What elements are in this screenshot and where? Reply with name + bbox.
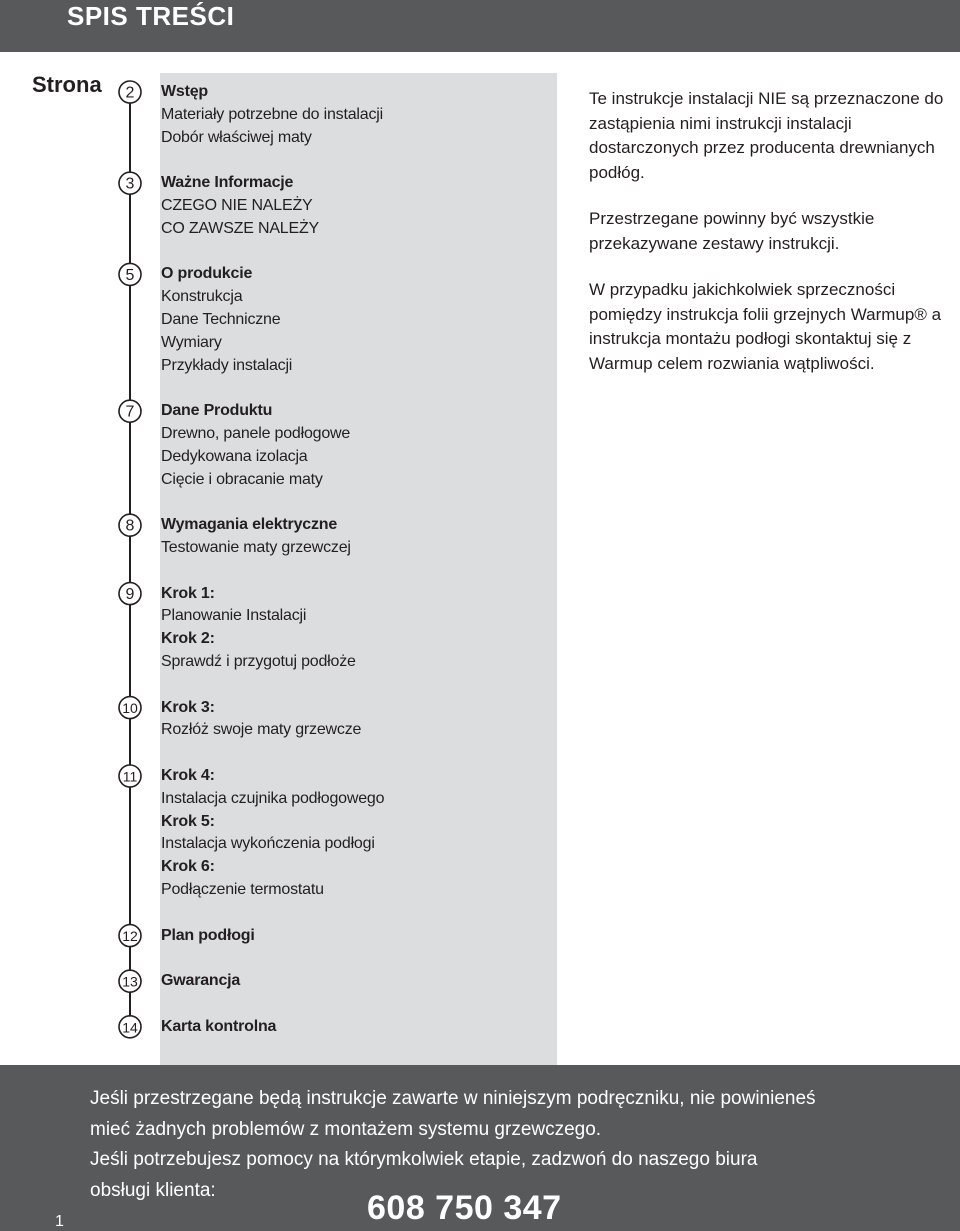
toc-subitem: Cięcie i obracanie maty <box>161 470 323 488</box>
page-number: 1 <box>55 1213 64 1230</box>
info-paragraph: Te instrukcje instalacji NIE są przeznaczone do zastąpienia nimi instrukcji instalacji dostarczonych przez producenta drewnianych podłóg. <box>589 89 944 182</box>
toc-heading: Krok 4: <box>161 767 215 784</box>
toc-heading: Ważne Informacje <box>161 174 294 192</box>
toc-subitem: Podłączenie termostatu <box>161 881 324 898</box>
footer-line: Jeśli potrzebujesz pomocy na którymkolwiek etapie, zadzwoń do naszego biura <box>90 1149 758 1170</box>
toc-subitem: Planowanie Instalacji <box>161 607 307 625</box>
toc-subitem: CO ZAWSZE NALEŻY <box>161 219 320 237</box>
toc-heading: Wstęp <box>161 83 209 100</box>
info-column <box>589 87 949 398</box>
toc-heading: Krok 6: <box>161 858 215 876</box>
toc-heading: Plan podłogi <box>161 926 255 944</box>
toc-subitem: Rozłóż swoje maty grzewcze <box>161 721 362 739</box>
toc-subitem: Instalacja wykończenia podłogi <box>161 835 375 853</box>
page-number-label: 5 <box>125 266 135 284</box>
page-number-label: 9 <box>125 586 135 604</box>
page-number-label: 14 <box>122 1019 138 1036</box>
footer-text <box>90 1084 890 1206</box>
toc-heading: Krok 2: <box>161 630 215 648</box>
toc-subitem: CZEGO NIE NALEŻY <box>161 197 313 214</box>
toc-subitem: Dane Techniczne <box>161 311 281 328</box>
footer-line: mieć żadnych problemów z montażem systemu grzewczego. <box>90 1118 602 1140</box>
strona-label: Strona <box>32 72 102 97</box>
phone-number: 608 750 347 <box>367 1189 562 1227</box>
toc-subitem: Sprawdź i przygotuj podłoże <box>161 653 356 670</box>
page-number-label: 13 <box>122 973 138 990</box>
toc-heading: Krok 5: <box>161 812 215 830</box>
page-title: SPIS TREŚCI <box>67 1 235 31</box>
page-number-label: 11 <box>122 768 138 785</box>
info-paragraph: Przestrzegane powinny być wszystkie przekazywane zestawy instrukcji. <box>589 209 875 253</box>
toc-subitem: Konstrukcja <box>161 288 243 306</box>
toc-heading: Gwarancja <box>161 972 241 990</box>
page-number-label: 8 <box>125 517 135 535</box>
footer-line: Jeśli przestrzegane będą instrukcje zawarte w niniejszym podręczniku, nie powinieneś <box>90 1088 816 1109</box>
footer-line: obsługi klienta: <box>90 1179 216 1201</box>
toc-subitem: Testowanie maty grzewczej <box>161 539 351 556</box>
toc-subitem: Materiały potrzebne do instalacji <box>161 105 383 123</box>
page-number-label: 7 <box>125 403 135 421</box>
page-number-label: 2 <box>125 84 135 102</box>
toc-subitem: Drewno, panele podłogowe <box>161 425 351 442</box>
page-number-label: 12 <box>122 928 138 945</box>
toc-heading: Krok 3: <box>161 698 215 716</box>
toc-heading: Karta kontrolna <box>161 1017 277 1035</box>
toc-subitem: Dobór właściwej maty <box>161 128 312 146</box>
toc-subitem: Przykłady instalacji <box>161 356 293 374</box>
footer-bar <box>0 1065 960 1231</box>
toc-heading: Wymagania elektryczne <box>161 516 338 534</box>
toc-subitem: Instalacja czujnika podłogowego <box>161 789 385 807</box>
page-number-label: 10 <box>122 700 138 717</box>
info-paragraph: W przypadku jakichkolwiek sprzeczności pomiędzy instrukcja folii grzejnych Warmup® a instrukcja montażu podłogi skontaktuj się z Warmup celem rozwiania wątpliwości. <box>589 280 942 373</box>
page-number-label: 3 <box>125 175 135 193</box>
toc-heading: Dane Produktu <box>161 402 273 420</box>
toc-subitem: Wymiary <box>161 333 222 351</box>
toc-subitem: Dedykowana izolacja <box>161 447 308 465</box>
toc-heading: O produkcie <box>161 265 253 283</box>
toc-heading: Krok 1: <box>161 584 215 602</box>
